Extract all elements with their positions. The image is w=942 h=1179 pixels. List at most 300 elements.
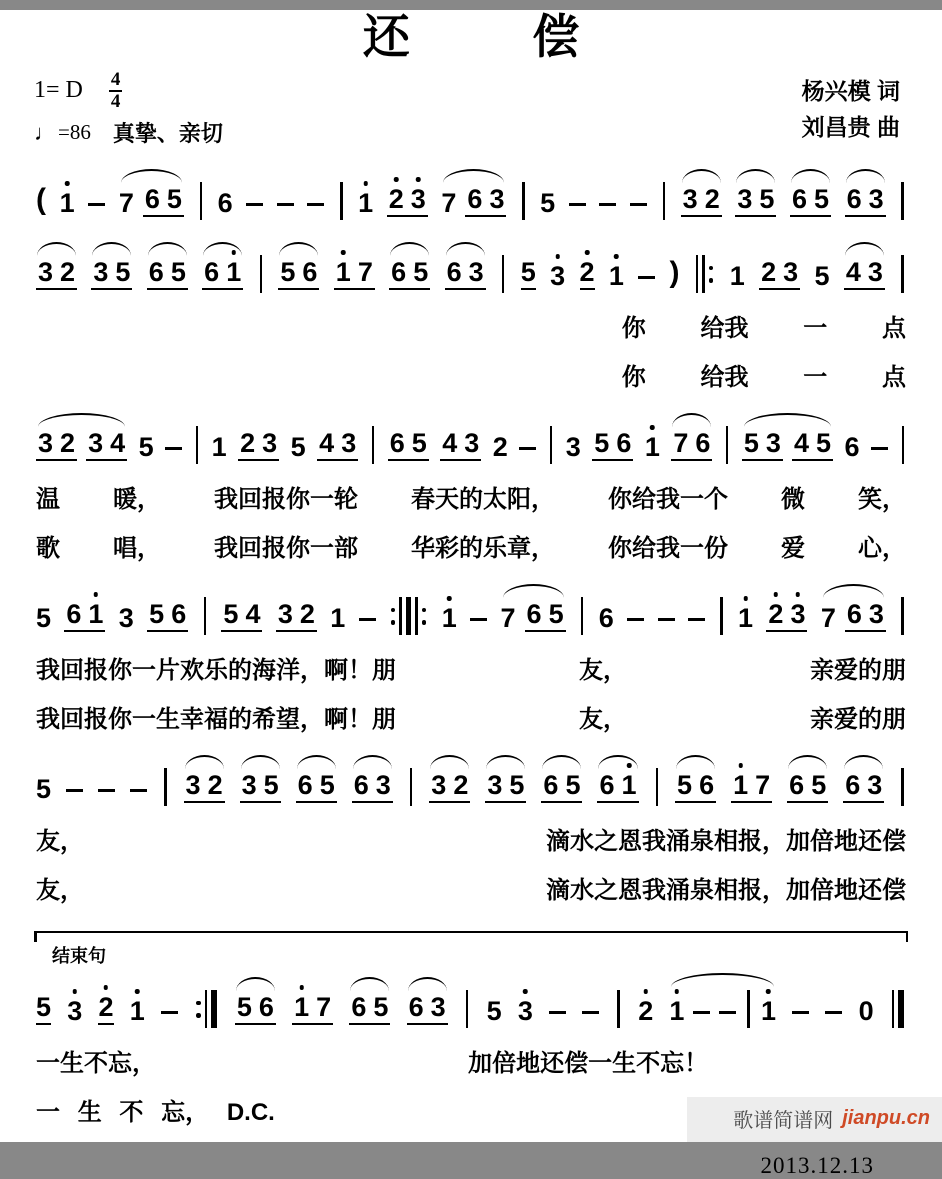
lyric-word: 笑，	[858, 486, 906, 514]
note: 5	[166, 184, 182, 215]
note: 5	[319, 770, 335, 801]
beam-group	[742, 430, 783, 461]
barline	[892, 990, 904, 1028]
lyric-word: 一生	[588, 1050, 637, 1078]
note: 1	[330, 603, 346, 634]
ending-bracket	[34, 931, 908, 942]
sheet-music-page	[0, 10, 942, 1179]
lyrics-line	[0, 699, 942, 734]
slur-group	[501, 601, 566, 632]
quarter-note-icon: ♩	[34, 119, 56, 145]
beam-group	[276, 601, 317, 632]
duration-dash	[719, 1011, 736, 1014]
lyrics-line	[0, 479, 942, 514]
lyric-word: 生	[60, 1050, 84, 1078]
note: 1	[761, 998, 776, 1025]
duration-dash	[165, 447, 182, 450]
beam-group	[731, 772, 772, 803]
barline	[720, 597, 723, 635]
note: 1	[294, 994, 309, 1021]
lyric-word: 一	[803, 315, 828, 343]
beamed-slur-group	[681, 186, 722, 217]
note: 5	[521, 259, 536, 290]
note: 3	[262, 428, 278, 459]
beam-group	[845, 601, 886, 632]
lyric-word: 加	[786, 828, 810, 856]
system-4	[0, 577, 942, 734]
note: 4	[793, 428, 809, 459]
barline	[901, 255, 904, 293]
note: 3	[518, 998, 533, 1025]
barline	[200, 182, 203, 220]
barline	[726, 426, 729, 464]
beam-group	[36, 430, 77, 461]
note: 5	[540, 188, 556, 219]
note: 3	[375, 770, 391, 801]
octave-dot	[104, 985, 109, 990]
note: 5	[373, 992, 389, 1023]
note: 3	[868, 184, 884, 215]
octave-dot	[614, 254, 619, 259]
note: 2	[207, 770, 223, 801]
note: 1	[336, 259, 351, 286]
octave-dot	[743, 596, 748, 601]
bar-stroke	[372, 426, 375, 464]
note: 6	[598, 603, 614, 634]
repeat-dots	[391, 608, 396, 625]
bar-stroke	[898, 990, 904, 1028]
beamed-slur-group	[845, 186, 886, 217]
lyric-word: 报，	[738, 828, 786, 856]
beamed-slur-group	[147, 259, 188, 290]
lyric-word: 忘，	[108, 1050, 156, 1078]
note: 5	[815, 428, 832, 459]
lyric-word: 一	[36, 1050, 60, 1078]
beamed-slur-group	[36, 259, 77, 290]
beamed-slur-group	[184, 772, 225, 803]
score-header	[0, 70, 942, 148]
lyric-word: 水	[570, 877, 594, 905]
note: 1	[88, 601, 103, 628]
lyric-word: 一	[36, 1099, 60, 1127]
lyric-word: 不	[84, 1050, 108, 1078]
note: 3	[737, 184, 753, 215]
note: 7	[316, 992, 332, 1023]
duration-dash	[98, 789, 115, 792]
system-5	[0, 748, 942, 905]
note: 2	[768, 601, 783, 628]
barline	[391, 597, 427, 635]
note: 3	[765, 428, 781, 459]
barline	[747, 990, 750, 1028]
note: 5	[413, 257, 429, 288]
note: 5	[548, 599, 564, 630]
note: 7	[820, 603, 836, 634]
lyric-word: 你	[621, 315, 646, 343]
octave-dot	[585, 250, 590, 255]
score-body	[0, 162, 942, 1127]
lyric-word: 你	[621, 364, 646, 392]
barline	[522, 182, 525, 220]
lyric-word: 温	[36, 486, 60, 514]
note: 5	[743, 428, 759, 459]
beamed-slur-group	[429, 772, 470, 803]
beamed-slur-group	[352, 772, 393, 803]
note: 6	[846, 599, 862, 630]
note: 1	[729, 261, 745, 292]
lyric-word: 唱，	[113, 535, 161, 563]
beamed-slur-group	[675, 772, 716, 803]
note: 5	[115, 257, 131, 288]
lyric-word: 不忘！	[636, 1050, 709, 1078]
lyric-word: 一	[803, 364, 828, 392]
note: 6	[297, 770, 313, 801]
lyrics-line	[0, 1043, 744, 1078]
note: 7	[673, 428, 689, 459]
bar-stroke	[901, 768, 904, 806]
beam-group	[759, 259, 800, 290]
note: 5	[170, 257, 186, 288]
music-line	[0, 235, 942, 294]
lyric-word: 歌	[36, 535, 60, 563]
lyrics-line	[0, 1092, 311, 1127]
beamed-slur-group	[843, 772, 884, 803]
octave-dot	[796, 592, 801, 597]
lyric-word: 滴	[546, 828, 570, 856]
lyric-word: 倍地还	[810, 828, 882, 856]
octave-dot	[447, 596, 452, 601]
repeat-dots	[709, 266, 714, 283]
beamed-slur-group	[787, 772, 828, 803]
note: 6	[66, 599, 82, 630]
note: 4	[845, 257, 861, 288]
bar-stroke	[410, 768, 413, 806]
lyric-word: 微	[781, 486, 805, 514]
repeat-dots	[196, 1001, 201, 1018]
slur-arc	[503, 584, 564, 598]
note: 4	[245, 599, 261, 630]
beam-group	[292, 994, 333, 1025]
lyric-word: 心，	[858, 535, 906, 563]
octave-dot	[94, 592, 99, 597]
duration-dash	[693, 1011, 710, 1014]
octave-dot	[73, 989, 78, 994]
lyric-word: 欢乐的海	[180, 657, 276, 685]
beamed-slur-group	[790, 186, 831, 217]
note: 6	[144, 184, 160, 215]
note: 1	[442, 605, 457, 632]
duration-dash	[130, 789, 147, 792]
note: 5	[223, 599, 239, 630]
note: 7	[500, 603, 516, 634]
slur-group	[821, 601, 886, 632]
lyric-word: 亲爱的朋	[810, 657, 906, 685]
note: 5	[280, 257, 296, 288]
beam-group	[465, 186, 506, 217]
note: 3	[489, 184, 505, 215]
bar-stroke	[656, 768, 659, 806]
barline	[260, 255, 263, 293]
meter-numerator: 4	[110, 69, 121, 91]
bar-stroke	[522, 182, 525, 220]
beam-group	[86, 430, 127, 461]
note: 6	[391, 257, 407, 288]
lyric-word: 幸福的希	[180, 706, 276, 734]
octave-dot	[231, 250, 236, 255]
lyric-word: 望，	[276, 706, 324, 734]
note: 2	[580, 259, 595, 290]
note: 5	[814, 261, 830, 292]
note: 0	[858, 996, 874, 1027]
note: 6	[526, 599, 542, 630]
beam-group	[440, 430, 481, 461]
slur-group	[119, 186, 184, 217]
lyric-word: 友，	[579, 657, 627, 685]
barline	[901, 597, 904, 635]
watermark-site-name: 歌谱简谱网	[733, 1110, 834, 1132]
beam-group	[525, 601, 566, 632]
lyric-word: 春天的太阳，	[411, 486, 555, 514]
system-2	[0, 235, 942, 392]
beam-group	[221, 601, 262, 632]
barline	[901, 768, 904, 806]
barline	[663, 182, 666, 220]
bar-stroke	[902, 426, 905, 464]
note: 1	[622, 772, 637, 799]
bar-stroke	[901, 182, 904, 220]
beam-group	[592, 430, 633, 461]
lyric-word: 恩我	[618, 828, 666, 856]
bar-stroke	[901, 597, 904, 635]
date-row	[0, 1153, 942, 1179]
beamed-slur-group	[240, 772, 281, 803]
note: 1	[358, 190, 373, 217]
bar-stroke	[340, 182, 343, 220]
repeat-dots	[422, 608, 427, 625]
beamed-slur-group	[735, 186, 776, 217]
lyric-word: 爱	[781, 535, 805, 563]
note: 3	[790, 601, 805, 628]
beamed-slur-group	[597, 772, 638, 803]
barline	[696, 255, 714, 293]
note: 6	[846, 184, 862, 215]
octave-dot	[650, 425, 655, 430]
slur-arc	[38, 413, 125, 427]
lyric-word: 你给我一个	[608, 486, 728, 514]
note: 7	[118, 188, 134, 219]
barline	[902, 426, 905, 464]
note: 6	[389, 428, 405, 459]
lyrics-line	[0, 650, 942, 685]
beamed-slur-group	[235, 994, 276, 1025]
lyric-word: 相	[714, 828, 738, 856]
duration-dash	[569, 203, 586, 206]
lyrics-line	[0, 870, 942, 905]
slur-arc	[121, 169, 182, 183]
note: 3	[67, 998, 82, 1025]
note: 5	[236, 992, 252, 1023]
parenthesis: )	[669, 256, 680, 290]
system-3	[0, 406, 942, 563]
note: 2	[60, 428, 76, 459]
note: 3	[38, 257, 54, 288]
lyrics-line	[0, 528, 942, 563]
note: 2	[704, 184, 720, 215]
note: 3	[430, 992, 446, 1023]
octave-dot	[416, 177, 421, 182]
duration-dash	[582, 1011, 599, 1014]
bar-stroke	[260, 255, 263, 293]
note: 6	[791, 184, 807, 215]
note: 1	[130, 998, 145, 1025]
bar-stroke	[892, 990, 895, 1028]
barline	[204, 597, 207, 635]
beam-group	[334, 259, 375, 290]
barline	[340, 182, 343, 220]
note: 5	[594, 428, 610, 459]
lyric-word: 点	[881, 315, 906, 343]
note: 4	[319, 428, 335, 459]
note: 3	[411, 186, 426, 213]
note: 6	[845, 770, 861, 801]
music-line	[0, 162, 942, 221]
note: 5	[677, 770, 693, 801]
duration-dash	[470, 618, 487, 621]
note: 3	[868, 599, 884, 630]
bar-stroke	[663, 182, 666, 220]
bar-stroke	[200, 182, 203, 220]
barline	[466, 990, 469, 1028]
barline	[164, 768, 167, 806]
beamed-slur-group	[296, 772, 337, 803]
bar-stroke	[901, 255, 904, 293]
lyric-word: 之	[594, 828, 618, 856]
bar-stroke	[205, 990, 208, 1028]
note: 6	[204, 257, 220, 288]
barline	[410, 768, 413, 806]
octave-dot	[774, 592, 779, 597]
beam-group	[388, 430, 429, 461]
duration-dash	[161, 1011, 178, 1014]
beam-group	[387, 186, 428, 217]
bar-stroke	[164, 768, 167, 806]
note: 1	[733, 772, 748, 799]
note: 6	[258, 992, 274, 1023]
beamed-slur-group	[202, 259, 243, 290]
time-signature	[109, 70, 123, 111]
lyric-word: 我回报你一生	[36, 706, 180, 734]
note: 3	[682, 184, 698, 215]
note: 6	[599, 770, 615, 801]
lyric-word: 偿	[564, 1050, 589, 1078]
bar-stroke	[196, 426, 199, 464]
note: 6	[616, 428, 632, 459]
note: 1	[60, 190, 75, 217]
lyric-word: D.C.	[226, 1099, 275, 1127]
note: 3	[431, 770, 447, 801]
composer-credit: 刘昌贵 曲	[801, 113, 900, 140]
lyric-word: 泉	[690, 828, 714, 856]
music-line	[0, 968, 942, 1029]
note: 2	[98, 994, 113, 1025]
lyric-word: 我回报你一部	[214, 535, 358, 563]
bar-stroke	[502, 255, 505, 293]
lyricist-credit: 杨兴模 词	[801, 78, 900, 105]
octave-dot	[766, 989, 771, 994]
note: 6	[351, 992, 367, 1023]
lyrics-line	[0, 308, 942, 343]
note: 3	[867, 257, 883, 288]
note: 3	[38, 428, 54, 459]
credits-block	[802, 70, 900, 145]
lyric-word: 友，	[36, 828, 84, 856]
parenthesis: (	[36, 183, 46, 217]
bar-stroke	[696, 255, 699, 293]
octave-dot	[394, 177, 399, 182]
lyric-word: 水	[570, 828, 594, 856]
note: 6	[302, 257, 318, 288]
watermark	[687, 1097, 942, 1142]
lyric-word: 加	[468, 1050, 493, 1078]
duration-dash	[307, 203, 324, 206]
barline	[656, 768, 659, 806]
barline	[550, 426, 553, 464]
lyric-word: 洋，	[276, 657, 324, 685]
beam-group	[143, 186, 184, 217]
note: 2	[492, 432, 508, 463]
note: 2	[638, 998, 653, 1025]
note: 2	[389, 186, 404, 213]
note: 5	[36, 603, 52, 634]
note: 6	[148, 257, 164, 288]
barline	[617, 990, 620, 1028]
bar-stroke	[702, 255, 705, 293]
lyric-word: 恩我	[618, 877, 666, 905]
lyric-word: 生	[77, 1099, 102, 1127]
note: 6	[353, 770, 369, 801]
barline	[196, 990, 217, 1028]
note: 7	[357, 257, 373, 288]
note: 2	[761, 257, 777, 288]
bar-stroke	[415, 597, 418, 635]
beamed-slur-group	[541, 772, 582, 803]
note: 7	[441, 188, 457, 219]
note: 1	[669, 998, 684, 1025]
music-line	[0, 406, 942, 465]
note: 5	[811, 770, 827, 801]
note: 6	[789, 770, 805, 801]
octave-dot	[675, 989, 680, 994]
note: 6	[446, 257, 462, 288]
barline	[196, 426, 199, 464]
note: 4	[442, 428, 458, 459]
note: 3	[783, 257, 799, 288]
note: 3	[464, 428, 480, 459]
note: 6	[695, 428, 711, 459]
note: 3	[565, 432, 581, 463]
music-line	[0, 577, 942, 636]
duration-dash	[599, 203, 616, 206]
beamed-slur-group	[407, 994, 448, 1025]
barline	[901, 182, 904, 220]
note: 5	[263, 770, 279, 801]
note: 3	[118, 603, 134, 634]
lyric-word: 不	[119, 1099, 144, 1127]
duration-dash	[871, 447, 888, 450]
slur-arc	[443, 169, 504, 183]
beam-group	[238, 430, 279, 461]
duration-dash	[66, 789, 83, 792]
